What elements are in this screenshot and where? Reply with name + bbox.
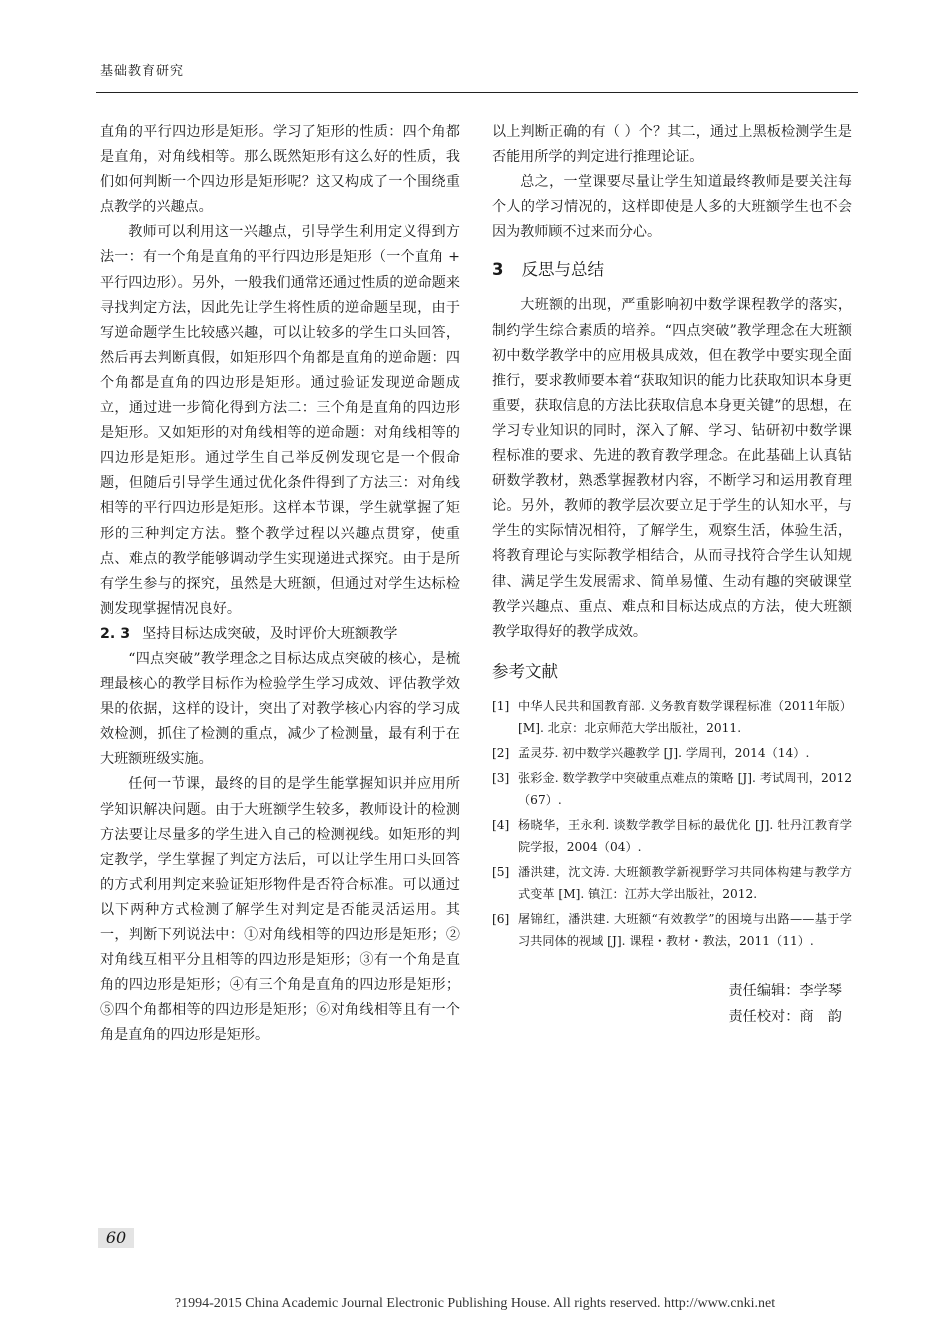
copyright-footer: ?1994-2015 China Academic Journal Electronic Publishing House. All rights reserved. http://www.cnki.net: [174, 1296, 776, 1311]
section-number: 3: [492, 260, 504, 280]
responsible-editor: 责任编辑：李学琴: [728, 982, 842, 999]
body-paragraph: 教师可以利用这一兴趣点，引导学生利用定义得到方法一：有一个角是直角的平行四边形是矩形（一个直角 + 平行四边形）。另外，一般我们通常还通过性质的逆命题来寻找判定方法，因此先让学生将性质的逆命题呈现，由于写逆命题学生比较感兴趣，可以让较多的学生口头回答，然后再去判断真假，如矩形四个角都是直角的逆命题：四个角都是直角的四边形是矩形。通过验证发现逆命题成立，通过进一步简化得到方法二：三个角是直角的四边形是矩形。又如矩形的对角线相等的逆命题：对角线相等的四边形是矩形。通过学生自己举反例发现它是一个假命题，但随后引导学生通过优化条件得到了方法三：对角线相等的平行四边形是矩形。这样本节课，学生就掌握了矩形的三种判定方法。整个教学过程以兴趣点贯穿，使重点、难点的教学能够调动学生实现递进式探究。由于是所有学生参与的探究，虽然是大班额，但通过对学生达标检测发现掌握情况良好。: [100, 224, 460, 617]
body-paragraph: 直角的平行四边形是矩形。学习了矩形的性质：四个角都是直角，对角线相等。那么既然矩形有这么好的性质，我们如何判断一个四边形是矩形呢？这又构成了一个围绕重点教学的兴趣点。: [100, 124, 460, 216]
subsection-heading: [100, 622, 460, 647]
left-column: [100, 120, 460, 1048]
reference-text: 中华人民共和国教育部. 义务教育数学课程标准（2011年版）[M]. 北京：北京师范大学出版社，2011.: [518, 698, 852, 735]
reference-number: [1]: [492, 698, 510, 713]
reference-text: 张彩金. 数学教学中突破重点难点的策略 [J]. 考试周刊，2012（67）.: [518, 770, 852, 807]
reference-item: [492, 695, 852, 739]
reference-item: [492, 767, 852, 811]
body-paragraph: 大班额的出现，严重影响初中数学课程教学的落实，制约学生综合素质的培养。“四点突破”教学理念在大班额初中数学教学中的应用极具成效，但在教学中要实现全面推行，要求教师要本着“获取知识的能力比获取知识本身更重要，获取信息的方法比获取信息本身更关键”的思想，在学习专业知识的同时，深入了解、学习、钻研初中数学课程标准的要求、先进的教育教学理念。在此基础上认真钻研数学教材，熟悉掌握教材内容，不断学习和运用教育理论。另外，教师的教学层次要立足于学生的认知水平，与学生的实际情况相符，了解学生，观察生活，体验生活，将教育理论与实际教学相结合，从而寻找符合学生认知规律、满足学生发展需求、简单易懂、生动有趣的突破课堂教学兴趣点、重点、难点和目标达成点的方法，使大班额教学取得好的教学成效。: [492, 297, 852, 640]
reference-number: [6]: [492, 911, 510, 926]
reference-number: [4]: [492, 817, 510, 832]
editor-credits: [492, 978, 852, 1030]
reference-item: [492, 908, 852, 952]
reference-item: [492, 814, 852, 858]
body-paragraph: 任何一节课，最终的目的是学生能掌握知识并应用所学知识解决问题。由于大班额学生较多，教师设计的检测方法要让尽量多的学生进入自己的检测视线。如矩形的判定教学，学生掌握了判定方法后，可以让学生用口头回答的方式利用判定来验证矩形物件是否符合标准。可以通过以下两种方式检测了解学生对判定是否能灵活运用。其一，判断下列说法中：①对角线相等的四边形是矩形；②对角线互相平分且相等的四边形是矩形；③有一个角是直角的四边形是矩形；④有三个角是直角的四边形是矩形；⑤四个角都相等的四边形是矩形；⑥对角线相等且有一个角是直角的四边形是矩形。: [100, 776, 460, 1044]
reference-item: [492, 742, 852, 764]
responsible-proofreader: 责任校对：商 韵: [728, 1008, 842, 1025]
reference-text: 潘洪建，沈文涛. 大班额教学新视野学习共同体构建与教学方式变革 [M]. 镇江：江苏大学出版社，2012.: [518, 864, 852, 901]
subsection-title: 坚持目标达成突破，及时评价大班额教学: [142, 625, 398, 642]
reference-item: [492, 861, 852, 905]
section-heading: [492, 257, 852, 283]
body-paragraph: “四点突破”教学理念之目标达成点突破的核心，是梳理最核心的教学目标作为检验学生学习成效、评估教学效果的依据，这样的设计，突出了对教学核心内容的学习成效检测，抓住了检测的重点，减少了检测量，最有利于在大班额班级实施。: [100, 650, 460, 768]
reference-number: [5]: [492, 864, 510, 879]
reference-number: [3]: [492, 770, 510, 785]
references-list: [492, 695, 852, 952]
reference-text: 屠锦红，潘洪建. 大班额“有效教学”的困境与出路——基于学习共同体的视域 [J]. 课程・教材・教法，2011（11）.: [518, 911, 852, 948]
references-title: 参考文献: [492, 661, 558, 681]
section-title: 反思与总结: [521, 260, 604, 280]
page-number: 60: [98, 1228, 134, 1248]
reference-text: 杨晓华，王永利. 谈数学教学目标的最优化 [J]. 牡丹江教育学院学报，2004（04）.: [518, 817, 852, 854]
subsection-number: 2. 3: [100, 625, 131, 642]
header-rule: [96, 92, 858, 93]
reference-number: [2]: [492, 745, 510, 760]
body-paragraph: 以上判断正确的有（ ）个？其二，通过上黑板检测学生是否能用所学的判定进行推理论证。: [492, 124, 852, 166]
right-column: [492, 120, 852, 1030]
body-paragraph: 总之，一堂课要尽量让学生知道最终教师是要关注每个人的学习情况的，这样即使是人多的大班额学生也不会因为教师顾不过来而分心。: [492, 174, 852, 241]
reference-text: 孟灵芬. 初中数学兴趣教学 [J]. 学周刊，2014（14）.: [518, 745, 810, 760]
journal-header: 基础教育研究: [100, 64, 185, 79]
